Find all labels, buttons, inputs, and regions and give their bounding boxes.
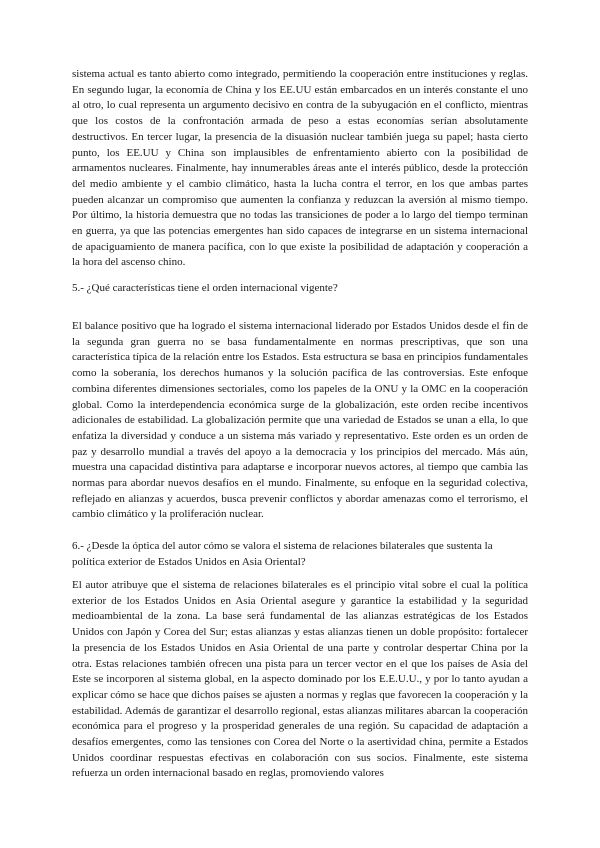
paragraph-us-china-cooperation: sistema actual es tanto abierto como integrado, permitiendo la cooperación entre instituciones y reglas. En segundo lugar, la economía de China y los EE.UU están embarcados en un interés constante el uno al otro, lo cual representa un argumento decisivo en contra de la subyugación en el conflicto, mientras que los costos de la confrontación armada de peso a estas economías serían absolutamente destructivos. En tercer lugar, la presencia de la disuasión nuclear también juega su papel; hasta cierto punto, los EE.UU y China son implausibles de enfrentamiento abierto con la posibilidad de armamentos nucleares. Finalmente, hay innumerables áreas ante el interés público, desde la protección del medio ambiente y el cambio climático, hasta la lucha contra el terror, en los que ambas partes pueden alcanzar un compromiso que aumenten la confianza y reduzcan la aversión al mismo tiempo. Por último, la historia demuestra que no todas las transiciones de poder a lo largo del tiempo terminan en guerra, ya que las potencias emergentes han sido capaces de integrarse en un sistema internacional de apaciguamiento de manera pacífica, con lo que existe la posibilidad de adaptación y cooperación a la hora del ascenso chino. xyxy=(72,68,528,269)
paragraph-international-order: El balance positivo que ha logrado el sistema internacional liderado por Estados Unidos desde el fin de la segunda gran guerra no se basa fundamentalmente en normas prescriptivas, que son una característica típica de la relación entre los Estados. Esta estructura se basa en principios fundamentales como la soberanía, los derechos humanos y la solución pacífica de las controversias. Este enfoque combina diferentes dimensiones sectoriales, como los papeles de la ONU y la OMC en la cooperación global. Como la interdependencia económica surge de la globalización, este orden recibe incentivos adicionales de estabilidad. La globalización permite que una variedad de Estados se unan a ella, lo que enfatiza la diversidad y conduce a un sistema más variado y representativo. Este orden es un orden de paz y desarrollo mundial a través del apoyo a la democracia y los principios del mercado. Más aún, muestra una capacidad distintiva para adaptarse e incorporar nuevos actores, al tiempo que cambia las normas para abordar nuevos desafíos en el mundo. Finalmente, su enfoque en la seguridad colectiva, reflejado en alianzas y acuerdos, busca prevenir conflictos y abordar amenazas como el terrorismo, el cambio climático y la proliferación nuclear. xyxy=(72,320,529,521)
paragraph-bilateral-relations: El autor atribuye que el sistema de relaciones bilaterales es el principio vital sobre el cual la política exterior de los Estados Unidos en Asia Oriental asegure y garantice la estabilidad y la seguridad medioambiental de la zona. La base será fundamental de las alianzas estratégicas de los Estados Unidos con Japón y Corea del Sur; estas alianzas y estas alianzas tienen un doble propósito: fortalecer la presencia de los Estados Unidos en Asia Oriental de una parte y controlar despertar China por la otra. Estas relaciones también ofrecen una pista para un tercer vector en el que los países de Asia del Este se incorporen al sistema global, en la aspecto dominado por los E.E.U.U., y por lo tanto ayudan a explicar cómo se hace que dichos países se ajusten a normas y reglas que favorecen la cooperación y la estabilidad. Además de garantizar el desarrollo regional, estas alianzas militares abarcan la cooperación económica para el progreso y la prosperidad generales de una región. Su capacidad de adaptación a desafíos emergentes, como las tensiones con Corea del Norte o la asertividad china, permite a Estados Unidos coordinar respuestas efectivas en colaboración con sus socios. Finalmente, este sistema refuerza un orden internacional basado en reglas, promoviendo valores xyxy=(72,579,528,780)
question-6-heading: 6.- ¿Desde la óptica del autor cómo se valora el sistema de relaciones bilaterales que sustenta la política exterior de Estados Unidos en Asia Oriental? xyxy=(72,540,493,568)
question-5-heading: 5.- ¿Qué características tiene el orden internacional vigente? xyxy=(72,282,338,294)
